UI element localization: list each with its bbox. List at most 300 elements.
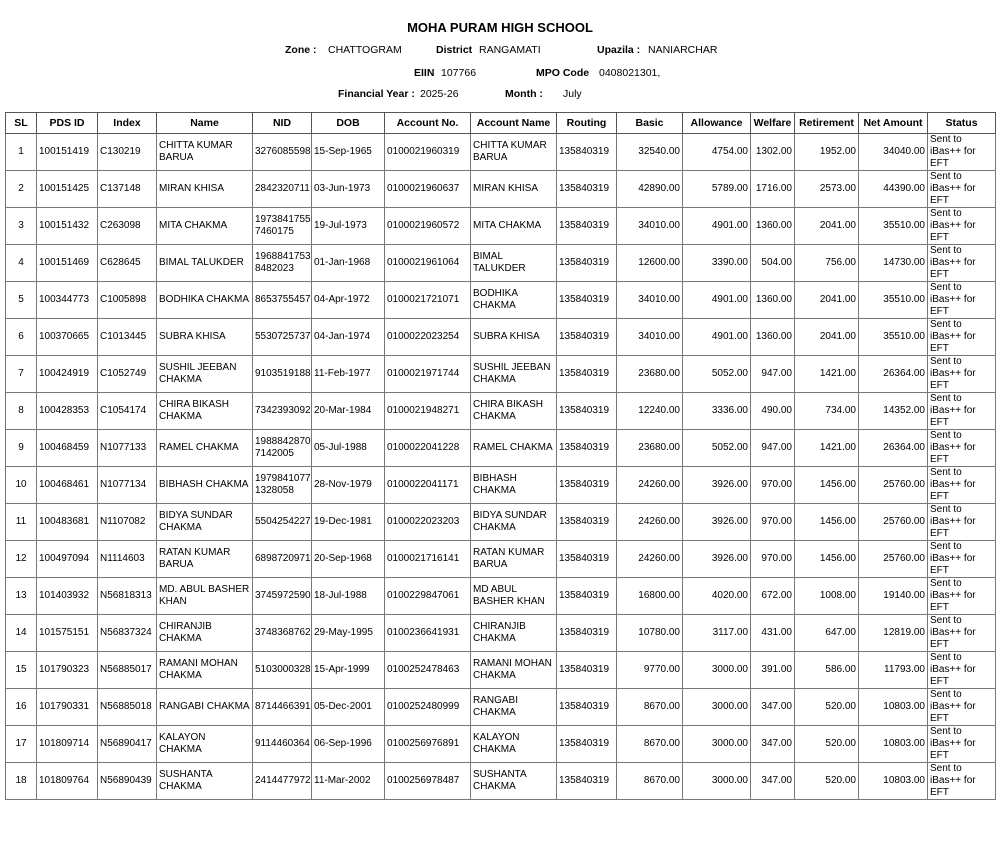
cell-routing: 135840319 (557, 245, 617, 282)
cell-sl: 1 (6, 134, 37, 171)
col-nid: NID (253, 113, 312, 134)
cell-basic: 8670.00 (617, 763, 683, 800)
cell-retirement: 520.00 (795, 763, 859, 800)
cell-net-amount: 14352.00 (859, 393, 928, 430)
cell-retirement: 647.00 (795, 615, 859, 652)
cell-retirement: 734.00 (795, 393, 859, 430)
cell-basic: 12600.00 (617, 245, 683, 282)
cell-pds-id: 100497094 (37, 541, 98, 578)
cell-welfare: 347.00 (751, 763, 795, 800)
cell-pds-id: 100428353 (37, 393, 98, 430)
cell-sl: 18 (6, 763, 37, 800)
cell-basic: 34010.00 (617, 208, 683, 245)
table-row (6, 134, 996, 171)
cell-name: SUSHIL JEEBAN CHAKMA (157, 356, 253, 393)
cell-status: Sent to iBas++ for EFT (928, 726, 996, 763)
cell-routing: 135840319 (557, 615, 617, 652)
cell-name: BIBHASH CHAKMA (157, 467, 253, 504)
cell-pds-id: 100468459 (37, 430, 98, 467)
cell-account-no: 0100021960572 (385, 208, 471, 245)
cell-allowance: 4754.00 (683, 134, 751, 171)
cell-account-no: 0100022023254 (385, 319, 471, 356)
cell-basic: 9770.00 (617, 652, 683, 689)
cell-name: CHIRANJIB CHAKMA (157, 615, 253, 652)
cell-name: BIMAL TALUKDER (157, 245, 253, 282)
cell-account-no: 0100021948271 (385, 393, 471, 430)
cell-dob: 15-Sep-1965 (312, 134, 385, 171)
cell-index: N56890417 (98, 726, 157, 763)
cell-pds-id: 100151469 (37, 245, 98, 282)
cell-nid: 2414477972 (253, 763, 312, 800)
month-value: July (563, 88, 582, 100)
cell-retirement: 1421.00 (795, 356, 859, 393)
cell-net-amount: 10803.00 (859, 763, 928, 800)
cell-routing: 135840319 (557, 467, 617, 504)
cell-sl: 7 (6, 356, 37, 393)
cell-welfare: 672.00 (751, 578, 795, 615)
cell-basic: 24260.00 (617, 504, 683, 541)
cell-account-name: CHITTA KUMAR BARUA (471, 134, 557, 171)
cell-allowance: 3390.00 (683, 245, 751, 282)
cell-routing: 135840319 (557, 763, 617, 800)
cell-status: Sent to iBas++ for EFT (928, 652, 996, 689)
cell-retirement: 520.00 (795, 689, 859, 726)
cell-net-amount: 12819.00 (859, 615, 928, 652)
cell-status: Sent to iBas++ for EFT (928, 430, 996, 467)
cell-account-no: 0100022041171 (385, 467, 471, 504)
cell-account-name: RANGABI CHAKMA (471, 689, 557, 726)
cell-nid: 3748368762 (253, 615, 312, 652)
cell-pds-id: 100151419 (37, 134, 98, 171)
col-retirement: Retirement (795, 113, 859, 134)
cell-index: C137148 (98, 171, 157, 208)
cell-name: MIRAN KHISA (157, 171, 253, 208)
cell-name: SUSHANTA CHAKMA (157, 763, 253, 800)
cell-pds-id: 100468461 (37, 467, 98, 504)
cell-net-amount: 25760.00 (859, 504, 928, 541)
cell-welfare: 1360.00 (751, 319, 795, 356)
cell-net-amount: 35510.00 (859, 319, 928, 356)
cell-dob: 28-Nov-1979 (312, 467, 385, 504)
cell-sl: 3 (6, 208, 37, 245)
cell-pds-id: 100370665 (37, 319, 98, 356)
cell-welfare: 1716.00 (751, 171, 795, 208)
cell-index: N56890439 (98, 763, 157, 800)
cell-nid: 9103519188 (253, 356, 312, 393)
table-row (6, 245, 996, 282)
cell-nid: 3745972590 (253, 578, 312, 615)
cell-name: CHITTA KUMAR BARUA (157, 134, 253, 171)
table-row (6, 652, 996, 689)
cell-retirement: 1952.00 (795, 134, 859, 171)
cell-allowance: 5052.00 (683, 356, 751, 393)
cell-account-name: SUSHIL JEEBAN CHAKMA (471, 356, 557, 393)
cell-name: BODHIKA CHAKMA (157, 282, 253, 319)
cell-retirement: 1008.00 (795, 578, 859, 615)
cell-account-name: RAMANI MOHAN CHAKMA (471, 652, 557, 689)
cell-sl: 16 (6, 689, 37, 726)
col-dob: DOB (312, 113, 385, 134)
cell-account-name: CHIRANJIB CHAKMA (471, 615, 557, 652)
cell-dob: 29-May-1995 (312, 615, 385, 652)
cell-nid: 5103000328 (253, 652, 312, 689)
cell-welfare: 970.00 (751, 467, 795, 504)
cell-account-name: KALAYON CHAKMA (471, 726, 557, 763)
cell-status: Sent to iBas++ for EFT (928, 171, 996, 208)
cell-net-amount: 44390.00 (859, 171, 928, 208)
cell-name: RATAN KUMAR BARUA (157, 541, 253, 578)
cell-basic: 32540.00 (617, 134, 683, 171)
cell-index: C1054174 (98, 393, 157, 430)
salary-table (5, 112, 996, 800)
cell-welfare: 947.00 (751, 356, 795, 393)
cell-index: N1107082 (98, 504, 157, 541)
cell-basic: 16800.00 (617, 578, 683, 615)
cell-allowance: 3117.00 (683, 615, 751, 652)
cell-nid: 9114460364 (253, 726, 312, 763)
cell-account-no: 0100021716141 (385, 541, 471, 578)
cell-nid: 8714466391 (253, 689, 312, 726)
cell-net-amount: 26364.00 (859, 430, 928, 467)
cell-nid: 1968841753 8482023 (253, 245, 312, 282)
school-title: MOHA PURAM HIGH SCHOOL (407, 20, 593, 35)
cell-basic: 34010.00 (617, 319, 683, 356)
cell-routing: 135840319 (557, 541, 617, 578)
cell-allowance: 5789.00 (683, 171, 751, 208)
col-status: Status (928, 113, 996, 134)
month-label: Month : (505, 88, 543, 100)
cell-status: Sent to iBas++ for EFT (928, 615, 996, 652)
cell-pds-id: 101403932 (37, 578, 98, 615)
cell-sl: 5 (6, 282, 37, 319)
cell-net-amount: 10803.00 (859, 689, 928, 726)
cell-basic: 24260.00 (617, 541, 683, 578)
cell-welfare: 347.00 (751, 689, 795, 726)
cell-status: Sent to iBas++ for EFT (928, 245, 996, 282)
cell-retirement: 1456.00 (795, 541, 859, 578)
cell-retirement: 520.00 (795, 726, 859, 763)
col-allowance: Allowance (683, 113, 751, 134)
cell-account-no: 0100256978487 (385, 763, 471, 800)
cell-account-no: 0100022041228 (385, 430, 471, 467)
cell-pds-id: 101790323 (37, 652, 98, 689)
cell-dob: 04-Jan-1974 (312, 319, 385, 356)
cell-nid: 8653755457 (253, 282, 312, 319)
cell-welfare: 431.00 (751, 615, 795, 652)
cell-name: RAMEL CHAKMA (157, 430, 253, 467)
cell-retirement: 1421.00 (795, 430, 859, 467)
cell-index: N1077133 (98, 430, 157, 467)
cell-basic: 23680.00 (617, 356, 683, 393)
cell-status: Sent to iBas++ for EFT (928, 467, 996, 504)
cell-account-name: CHIRA BIKASH CHAKMA (471, 393, 557, 430)
cell-allowance: 4020.00 (683, 578, 751, 615)
upazila-label: Upazila : (597, 44, 641, 56)
cell-sl: 12 (6, 541, 37, 578)
cell-welfare: 504.00 (751, 245, 795, 282)
col-routing: Routing (557, 113, 617, 134)
cell-dob: 19-Jul-1973 (312, 208, 385, 245)
cell-net-amount: 35510.00 (859, 282, 928, 319)
cell-account-name: MD ABUL BASHER KHAN (471, 578, 557, 615)
cell-index: N1114603 (98, 541, 157, 578)
cell-pds-id: 101790331 (37, 689, 98, 726)
eiin-value: 107766 (441, 67, 477, 79)
cell-nid: 2842320711 (253, 171, 312, 208)
cell-account-name: BODHIKA CHAKMA (471, 282, 557, 319)
col-basic: Basic (617, 113, 683, 134)
cell-sl: 14 (6, 615, 37, 652)
col-account-no: Account No. (385, 113, 471, 134)
cell-allowance: 3336.00 (683, 393, 751, 430)
cell-retirement: 2041.00 (795, 282, 859, 319)
cell-pds-id: 100424919 (37, 356, 98, 393)
table-row (6, 578, 996, 615)
table-row (6, 467, 996, 504)
cell-index: N1077134 (98, 467, 157, 504)
cell-account-no: 0100236641931 (385, 615, 471, 652)
cell-status: Sent to iBas++ for EFT (928, 356, 996, 393)
cell-welfare: 391.00 (751, 652, 795, 689)
cell-net-amount: 25760.00 (859, 467, 928, 504)
cell-routing: 135840319 (557, 726, 617, 763)
cell-allowance: 4901.00 (683, 208, 751, 245)
cell-account-name: MIRAN KHISA (471, 171, 557, 208)
cell-allowance: 3000.00 (683, 689, 751, 726)
cell-retirement: 586.00 (795, 652, 859, 689)
cell-pds-id: 100483681 (37, 504, 98, 541)
cell-welfare: 490.00 (751, 393, 795, 430)
cell-allowance: 3926.00 (683, 504, 751, 541)
cell-nid: 5530725737 (253, 319, 312, 356)
cell-retirement: 2041.00 (795, 208, 859, 245)
cell-dob: 11-Mar-2002 (312, 763, 385, 800)
cell-status: Sent to iBas++ for EFT (928, 541, 996, 578)
cell-dob: 20-Sep-1968 (312, 541, 385, 578)
cell-welfare: 947.00 (751, 430, 795, 467)
cell-net-amount: 14730.00 (859, 245, 928, 282)
cell-nid: 3276085598 (253, 134, 312, 171)
cell-name: MITA CHAKMA (157, 208, 253, 245)
cell-account-name: MITA CHAKMA (471, 208, 557, 245)
cell-allowance: 5052.00 (683, 430, 751, 467)
cell-name: KALAYON CHAKMA (157, 726, 253, 763)
cell-name: RANGABI CHAKMA (157, 689, 253, 726)
table-row (6, 615, 996, 652)
cell-routing: 135840319 (557, 208, 617, 245)
cell-routing: 135840319 (557, 652, 617, 689)
cell-status: Sent to iBas++ for EFT (928, 319, 996, 356)
cell-account-no: 0100021960637 (385, 171, 471, 208)
cell-allowance: 3000.00 (683, 652, 751, 689)
cell-net-amount: 19140.00 (859, 578, 928, 615)
cell-account-no: 0100021721071 (385, 282, 471, 319)
cell-dob: 05-Dec-2001 (312, 689, 385, 726)
cell-basic: 23680.00 (617, 430, 683, 467)
cell-net-amount: 26364.00 (859, 356, 928, 393)
cell-sl: 13 (6, 578, 37, 615)
cell-routing: 135840319 (557, 356, 617, 393)
col-pds-id: PDS ID (37, 113, 98, 134)
cell-name: BIDYA SUNDAR CHAKMA (157, 504, 253, 541)
table-row (6, 393, 996, 430)
cell-basic: 34010.00 (617, 282, 683, 319)
cell-allowance: 3926.00 (683, 467, 751, 504)
cell-index: N56837324 (98, 615, 157, 652)
col-sl: SL (6, 113, 37, 134)
cell-account-name: RATAN KUMAR BARUA (471, 541, 557, 578)
cell-sl: 15 (6, 652, 37, 689)
cell-pds-id: 100151432 (37, 208, 98, 245)
cell-dob: 06-Sep-1996 (312, 726, 385, 763)
cell-net-amount: 35510.00 (859, 208, 928, 245)
cell-welfare: 347.00 (751, 726, 795, 763)
cell-nid: 7342393092 (253, 393, 312, 430)
cell-net-amount: 25760.00 (859, 541, 928, 578)
cell-index: C263098 (98, 208, 157, 245)
cell-sl: 2 (6, 171, 37, 208)
col-net-amount: Net Amount (859, 113, 928, 134)
cell-account-no: 0100021961064 (385, 245, 471, 282)
cell-name: CHIRA BIKASH CHAKMA (157, 393, 253, 430)
zone-label: Zone : (285, 44, 317, 56)
table-row (6, 541, 996, 578)
col-index: Index (98, 113, 157, 134)
cell-index: C628645 (98, 245, 157, 282)
table-row (6, 689, 996, 726)
cell-routing: 135840319 (557, 689, 617, 726)
cell-dob: 19-Dec-1981 (312, 504, 385, 541)
cell-pds-id: 100151425 (37, 171, 98, 208)
cell-dob: 01-Jan-1968 (312, 245, 385, 282)
cell-routing: 135840319 (557, 578, 617, 615)
cell-retirement: 756.00 (795, 245, 859, 282)
cell-welfare: 1302.00 (751, 134, 795, 171)
cell-status: Sent to iBas++ for EFT (928, 763, 996, 800)
table-row (6, 208, 996, 245)
cell-sl: 10 (6, 467, 37, 504)
cell-name: SUBRA KHISA (157, 319, 253, 356)
cell-retirement: 1456.00 (795, 504, 859, 541)
cell-status: Sent to iBas++ for EFT (928, 689, 996, 726)
table-row (6, 726, 996, 763)
cell-nid: 1973841755 7460175 (253, 208, 312, 245)
cell-retirement: 2041.00 (795, 319, 859, 356)
cell-dob: 05-Jul-1988 (312, 430, 385, 467)
cell-status: Sent to iBas++ for EFT (928, 578, 996, 615)
cell-account-no: 0100021960319 (385, 134, 471, 171)
cell-status: Sent to iBas++ for EFT (928, 282, 996, 319)
cell-basic: 8670.00 (617, 726, 683, 763)
cell-dob: 03-Jun-1973 (312, 171, 385, 208)
cell-index: N56885017 (98, 652, 157, 689)
cell-account-no: 0100229847061 (385, 578, 471, 615)
cell-retirement: 1456.00 (795, 467, 859, 504)
cell-basic: 12240.00 (617, 393, 683, 430)
cell-sl: 4 (6, 245, 37, 282)
cell-account-no: 0100022023203 (385, 504, 471, 541)
cell-sl: 11 (6, 504, 37, 541)
cell-allowance: 4901.00 (683, 319, 751, 356)
cell-net-amount: 34040.00 (859, 134, 928, 171)
cell-allowance: 4901.00 (683, 282, 751, 319)
cell-allowance: 3000.00 (683, 726, 751, 763)
cell-basic: 24260.00 (617, 467, 683, 504)
cell-index: C1013445 (98, 319, 157, 356)
cell-index: C1052749 (98, 356, 157, 393)
cell-account-name: BIMAL TALUKDER (471, 245, 557, 282)
district-label: District (436, 44, 473, 56)
col-name: Name (157, 113, 253, 134)
cell-index: N56885018 (98, 689, 157, 726)
cell-welfare: 1360.00 (751, 282, 795, 319)
cell-status: Sent to iBas++ for EFT (928, 208, 996, 245)
cell-pds-id: 101809764 (37, 763, 98, 800)
table-row (6, 282, 996, 319)
table-row (6, 319, 996, 356)
upazila-value: NANIARCHAR (648, 44, 718, 56)
cell-routing: 135840319 (557, 171, 617, 208)
cell-index: C1005898 (98, 282, 157, 319)
cell-dob: 11-Feb-1977 (312, 356, 385, 393)
cell-sl: 9 (6, 430, 37, 467)
cell-nid: 5504254227 (253, 504, 312, 541)
cell-basic: 42890.00 (617, 171, 683, 208)
cell-account-name: BIDYA SUNDAR CHAKMA (471, 504, 557, 541)
cell-net-amount: 10803.00 (859, 726, 928, 763)
cell-status: Sent to iBas++ for EFT (928, 504, 996, 541)
table-row (6, 171, 996, 208)
cell-allowance: 3000.00 (683, 763, 751, 800)
mpo-label: MPO Code (536, 67, 590, 79)
table-row (6, 356, 996, 393)
cell-sl: 8 (6, 393, 37, 430)
cell-routing: 135840319 (557, 393, 617, 430)
cell-basic: 10780.00 (617, 615, 683, 652)
cell-index: N56818313 (98, 578, 157, 615)
district-value: RANGAMATI (479, 44, 541, 56)
cell-account-name: BIBHASH CHAKMA (471, 467, 557, 504)
col-account-name: Account Name (471, 113, 557, 134)
cell-welfare: 970.00 (751, 541, 795, 578)
cell-account-no: 0100256976891 (385, 726, 471, 763)
financial-year-value: 2025-26 (420, 88, 459, 100)
table-row (6, 430, 996, 467)
cell-account-no: 0100252478463 (385, 652, 471, 689)
cell-welfare: 1360.00 (751, 208, 795, 245)
cell-sl: 6 (6, 319, 37, 356)
cell-pds-id: 101575151 (37, 615, 98, 652)
eiin-label: EIIN (414, 67, 435, 79)
financial-year-label: Financial Year : (338, 88, 415, 100)
cell-pds-id: 101809714 (37, 726, 98, 763)
cell-routing: 135840319 (557, 134, 617, 171)
cell-basic: 8670.00 (617, 689, 683, 726)
cell-account-name: SUBRA KHISA (471, 319, 557, 356)
cell-net-amount: 11793.00 (859, 652, 928, 689)
cell-routing: 135840319 (557, 430, 617, 467)
table-row (6, 763, 996, 800)
cell-pds-id: 100344773 (37, 282, 98, 319)
cell-allowance: 3926.00 (683, 541, 751, 578)
table-row (6, 504, 996, 541)
table-header-row (6, 113, 996, 134)
cell-account-no: 0100021971744 (385, 356, 471, 393)
zone-value: CHATTOGRAM (328, 44, 402, 56)
cell-dob: 04-Apr-1972 (312, 282, 385, 319)
cell-dob: 15-Apr-1999 (312, 652, 385, 689)
cell-sl: 17 (6, 726, 37, 763)
